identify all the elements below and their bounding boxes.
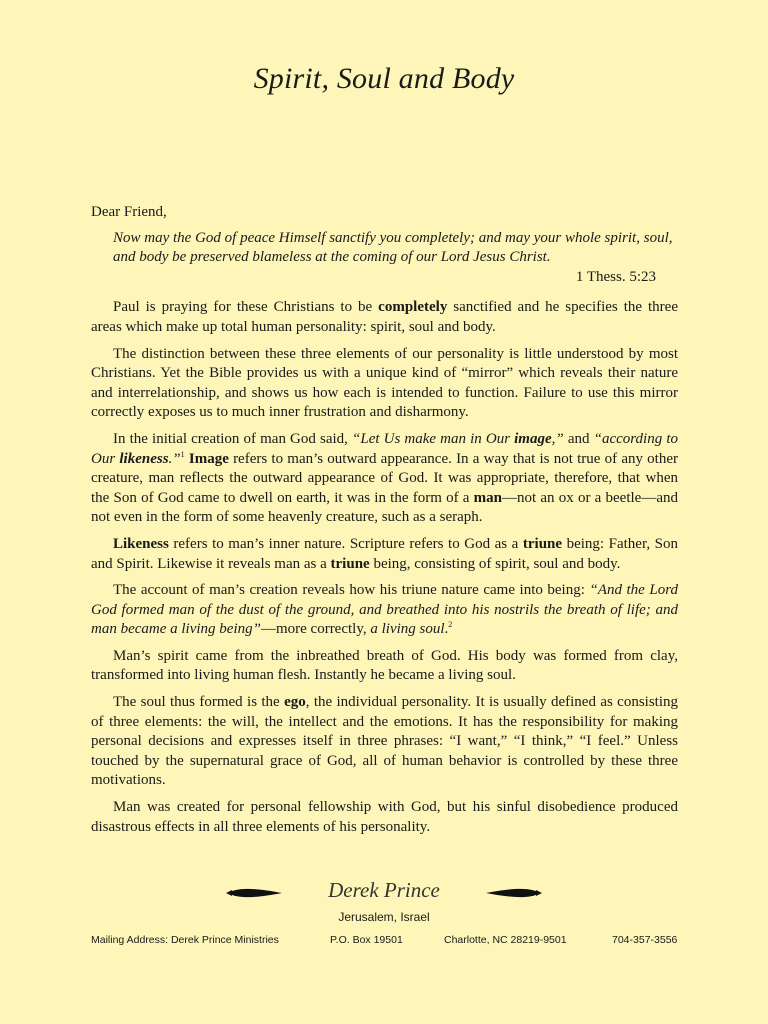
paragraph-5: The account of man’s creation reveals how his triune nature came into being: “And the Lord God formed man of the dust of the ground, and breathed into his nostrils the breath of life; and man became a living being”—more correctly, a living soul.$^2$ <box>91 582 678 638</box>
phone-number: 704-357-3556 <box>612 934 678 946</box>
mailing-address <box>0 934 768 950</box>
paragraph-3: In the initial creation of man God said, “Let Us make man in Our image,” and “according to Our likeness.”$^1$ Image refers to man’s outward appearance. In a way that is not true of any other creature, man reflects the outward appearance of God. It was appropriate, therefore, that when the Son of God came to dwell on earth, it was in the form of a man—not an ox or a beetle—and not even in the form of some heavenly creature, such as a seraph. <box>91 430 679 526</box>
signature: Derek Prince <box>328 878 440 902</box>
salutation: Dear Friend, <box>91 204 167 220</box>
paragraph-2: The distinction between these three elements of our personality is little understood by most Christians. Yet the Bible provides us with a unique kind of “mirror” which reveals their nature and interrelationship, and shows us how each is intended to function. Failure to use this mirror correctly exposes us to much inner frustration and disharmony. <box>91 345 678 421</box>
scripture-reference: 1 Thess. 5:23 <box>575 268 656 285</box>
po-box: P.O. Box 19501 <box>330 934 403 946</box>
mailing-label: Mailing Address: Derek Prince Ministries <box>91 934 279 946</box>
page-title: Spirit, Soul and Body <box>253 62 515 95</box>
paragraph-4: Likeness refers to man’s inner nature. Scripture refers to God as a triune being: Father, Son and Spirit. Likewise it reveals man as a triune being, consisting of spirit, soul and body. <box>91 535 678 572</box>
footnote-1: 1 <box>180 449 185 459</box>
scripture-quote: Now may the God of peace Himself sanctify you completely; and may your whole spirit, soul, and body be preserved blameless at the coming of our Lord Jesus Christ. <box>113 229 673 266</box>
paragraph-1: Paul is praying for these Christians to be completely sanctified and he specifies the three areas which make up total human personality: spirit, soul and body. <box>91 299 678 335</box>
footnote-2: 2 <box>448 620 453 630</box>
paragraph-8: Man was created for personal fellowship with God, but his sinful disobedience produced disastrous effects in all three elements of his personality. <box>91 799 678 835</box>
right-flourish-icon <box>484 886 542 900</box>
city-zip: Charlotte, NC 28219-9501 <box>444 934 567 946</box>
paragraph-6: Man’s spirit came from the inbreathed breath of God. His body was formed from clay, transformed into living human flesh. Instantly he became a living soul. <box>91 647 678 684</box>
location: Jerusalem, Israel <box>338 910 430 924</box>
paragraph-7: The soul thus formed is the ego, the individual personality. It is usually defined as consisting of three elements: the will, the intellect and the emotions. It has the responsibility for making personal decisions and expresses itself in three phrases: “I want,” “I think,” “I feel.” Unless touched by the supernatural grace of God, all of human behavior is controlled by these three motivations. <box>91 694 678 789</box>
letter-body <box>91 203 678 844</box>
